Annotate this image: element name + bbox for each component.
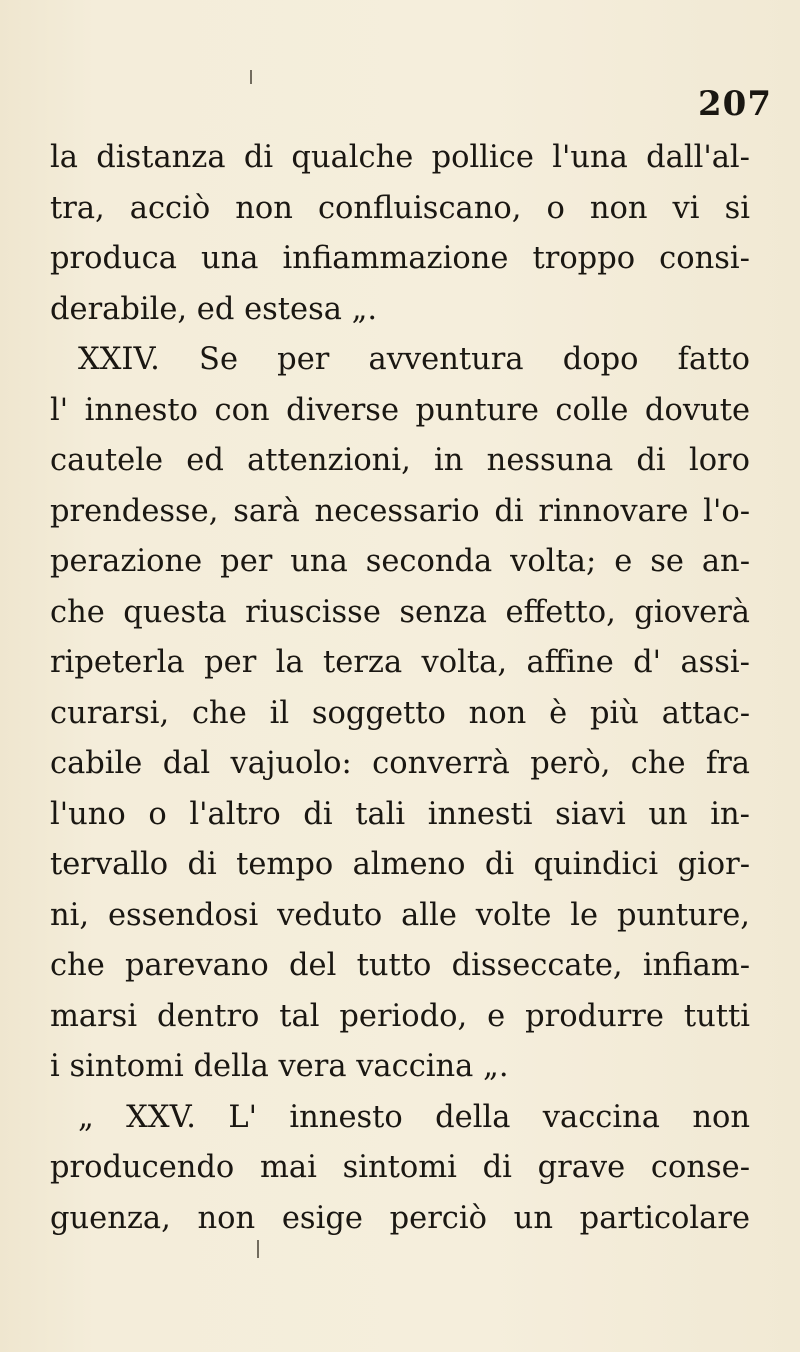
page-number: 207 (698, 84, 772, 124)
text-line: producendo mai sintomi di grave conse- (50, 1150, 750, 1185)
text-line: ripeterla per la terza volta, affine d' assi- (50, 645, 750, 680)
text-line: ni, essendosi veduto alle volte le punture, (50, 897, 750, 933)
section-heading-line: XXIV. Se per avventura dopo fatto (78, 342, 750, 377)
text-line: cautele ed attenzioni, in nessuna di loro (50, 443, 750, 478)
print-speck-top (250, 70, 252, 84)
body-text (50, 133, 750, 1244)
text-line: guenza, non esige perciò un particolare (50, 1200, 750, 1236)
text-line: derabile, ed estesa „. (50, 291, 378, 327)
text-line: l'uno o l'altro di tali innesti siavi un in- (50, 796, 750, 832)
text-line: produca una infiammazione troppo consi- (50, 241, 750, 276)
text-line: perazione per una seconda volta; e se an- (50, 544, 750, 579)
text-line: tervallo di tempo almeno di quindici gior- (50, 847, 750, 882)
text-line: i sintomi della vera vaccina „. (50, 1049, 509, 1084)
text-line: marsi dentro tal periodo, e produrre tutti (50, 998, 750, 1034)
text-line: che questa riuscisse senza effetto, gioverà (50, 594, 750, 630)
text-line: l' innesto con diverse punture colle dovute (50, 392, 750, 428)
text-line: la distanza di qualche pollice l'una dall'al- (50, 140, 750, 175)
section-heading-line: „ XXV. L' innesto della vaccina non (78, 1099, 750, 1135)
text-line: prendesse, sarà necessario di rinnovare l'o- (50, 493, 750, 529)
text-line: tra, acciò non confluiscano, o non vi si (50, 190, 750, 226)
text-line: curarsi, che il soggetto non è più attac- (50, 695, 750, 731)
text-line: cabile dal vajuolo: converrà però, che fra (50, 746, 750, 781)
text-line: che parevano del tutto disseccate, infiam- (50, 948, 750, 983)
